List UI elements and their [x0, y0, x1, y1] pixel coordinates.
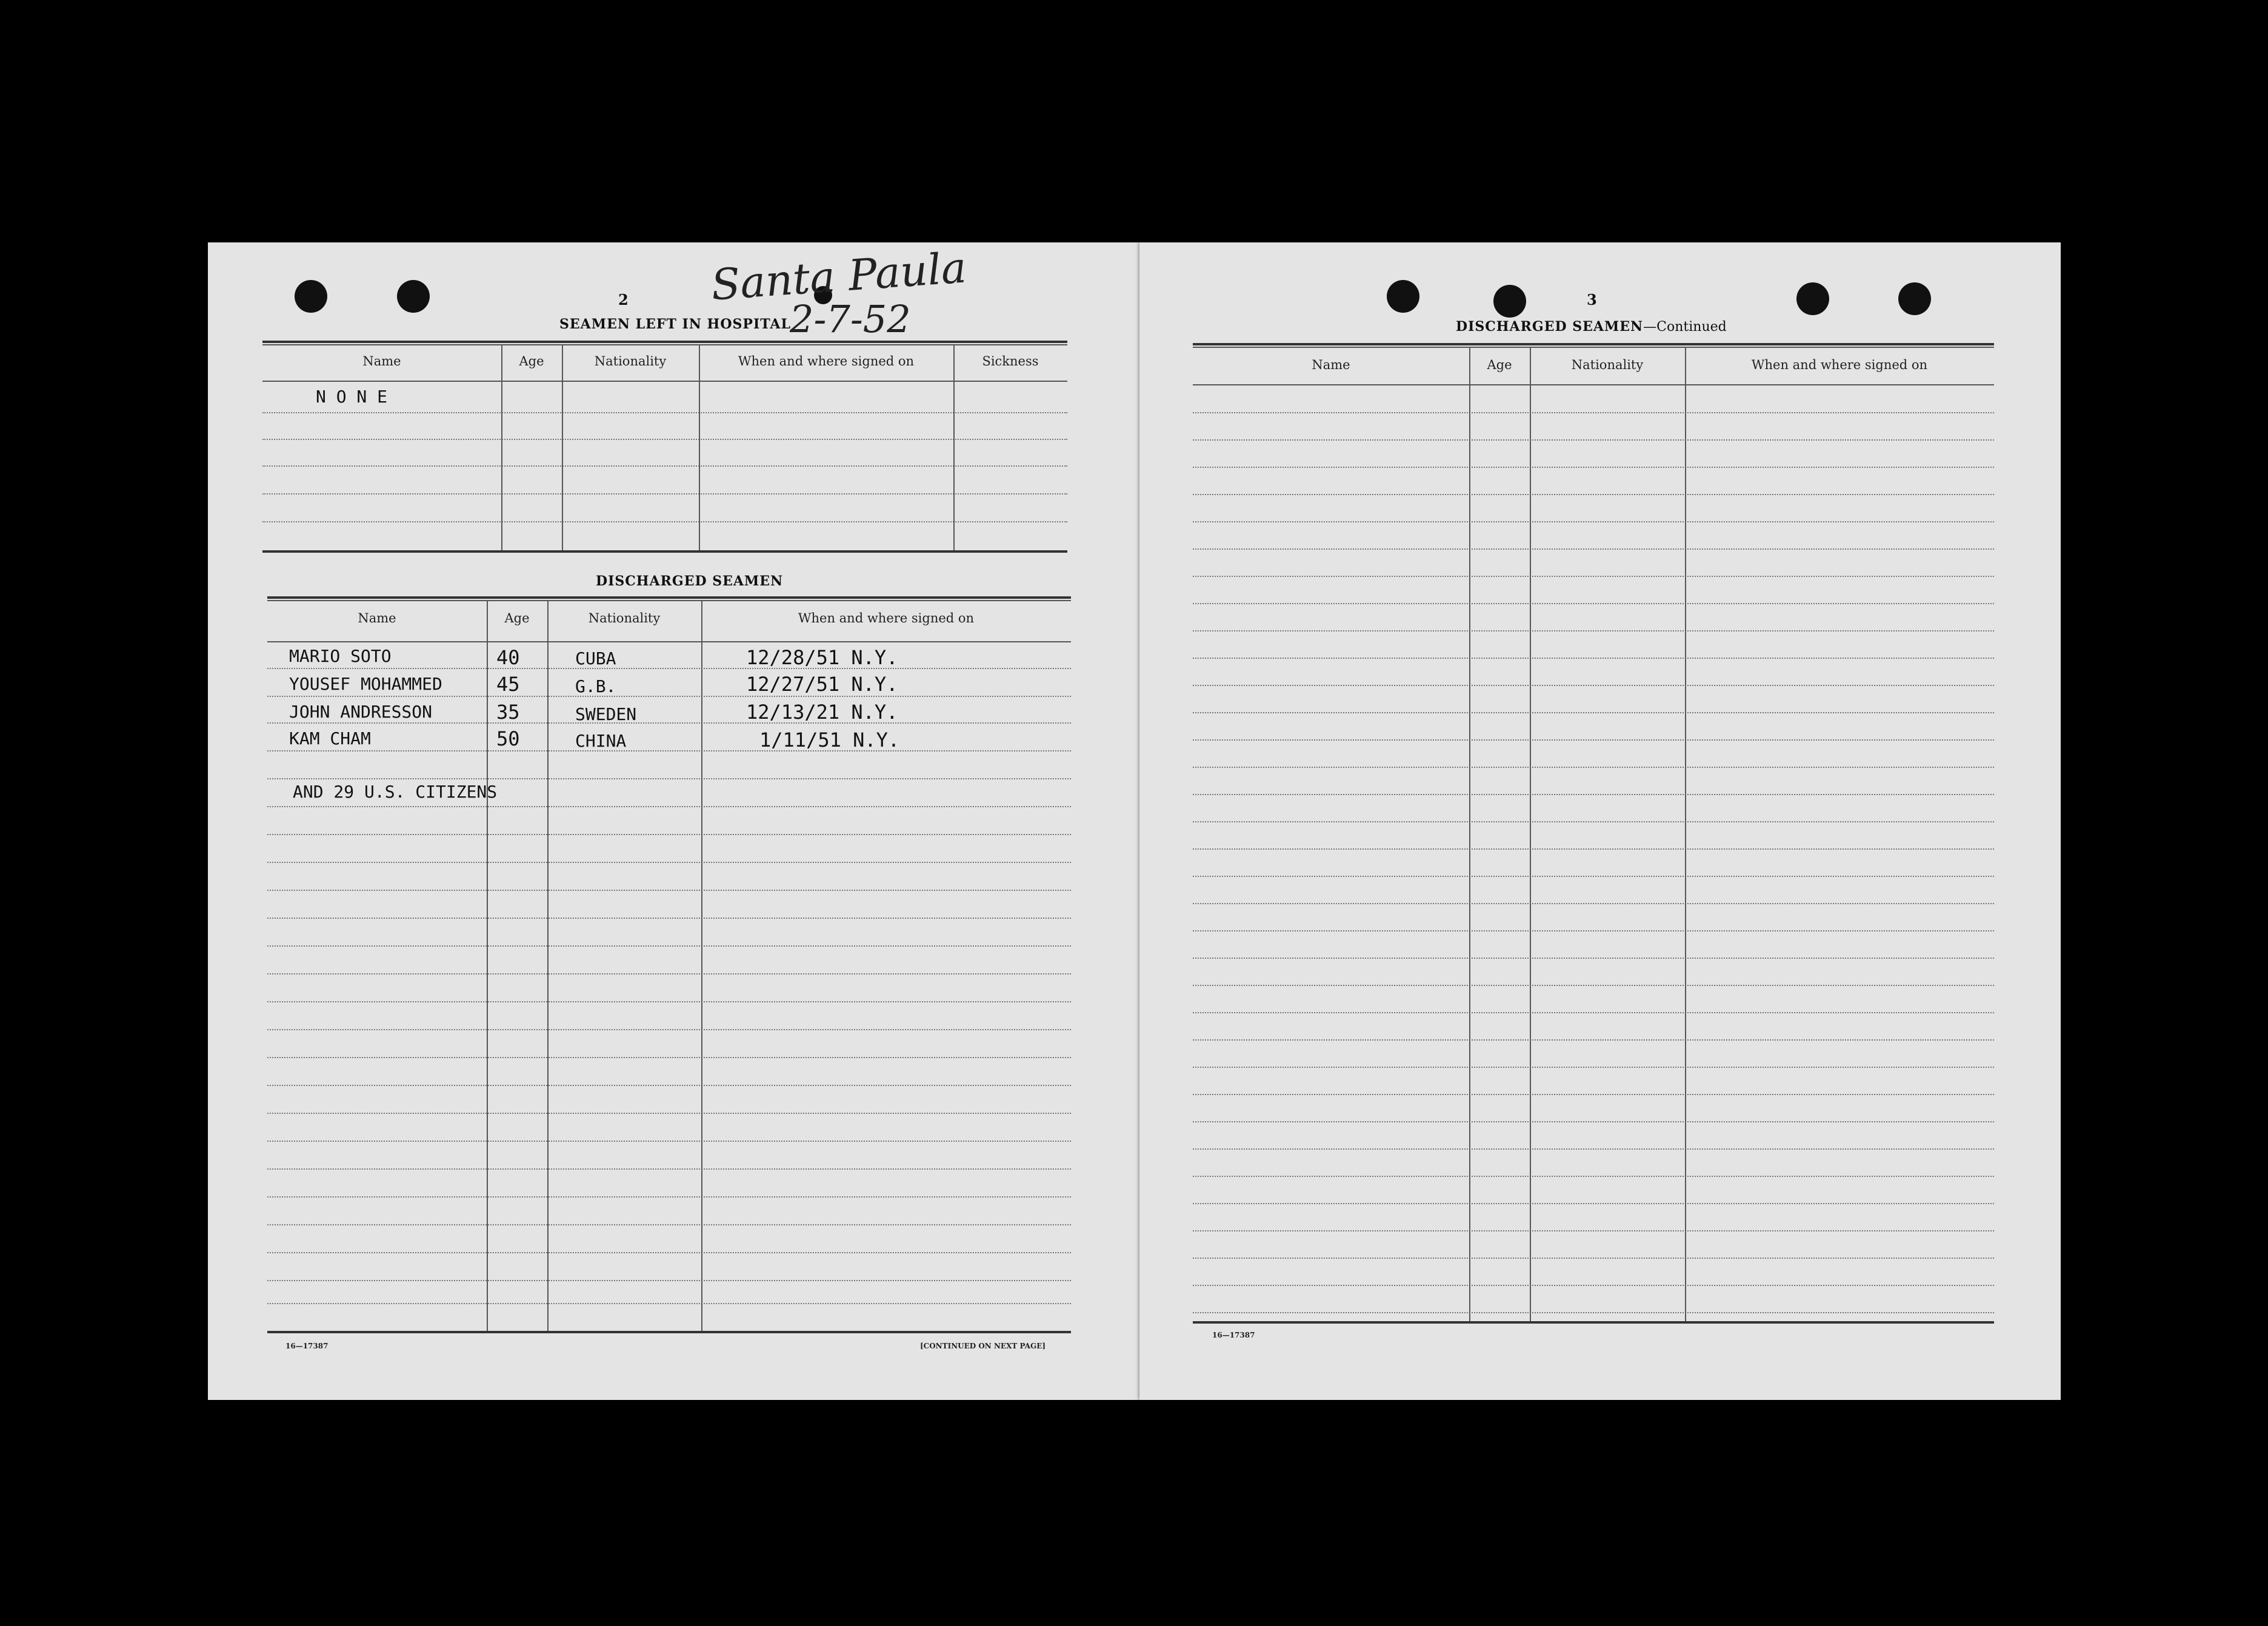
column-header-name: Name [358, 611, 396, 625]
seaman-nationality: CHINA [575, 731, 627, 751]
seaman-signed-on: 1/11/51 N.Y. [759, 728, 900, 751]
row-rule [1193, 1039, 1994, 1041]
row-rule [1193, 521, 1994, 522]
row-rule [1193, 712, 1994, 713]
column-header-sickness: Sickness [982, 354, 1039, 368]
seaman-name: YOUSEF MOHAMMED [289, 674, 442, 694]
column-header-signed-on: When and where signed on [738, 354, 915, 368]
row-rule [1193, 794, 1994, 795]
citizens-note: AND 29 U.S. CITIZENS [293, 782, 498, 802]
row-rule [1193, 1148, 1994, 1150]
row-rule [1193, 1121, 1994, 1122]
left-page [208, 242, 1144, 1400]
seaman-name: JOHN ANDRESSON [289, 702, 433, 722]
row-rule [1193, 467, 1994, 468]
discharged-continued-title [1456, 319, 1727, 335]
form-number: 16—17387 [1212, 1331, 1255, 1339]
page-number: 2 [618, 291, 629, 308]
punch-hole-icon [295, 280, 327, 313]
column-header-age: Age [519, 354, 544, 368]
seaman-nationality: CUBA [575, 648, 616, 668]
title-suffix: —Continued [1643, 319, 1727, 335]
row-rule [1193, 494, 1994, 495]
column-header-signed-on: When and where signed on [1751, 358, 1928, 372]
column-header-age: Age [504, 611, 530, 625]
discharged-table [267, 596, 1071, 1339]
seaman-age: 50 [496, 727, 520, 750]
row-rule [1193, 685, 1994, 686]
hospital-section-title: SEAMEN LEFT IN HOSPITAL [559, 316, 791, 332]
row-rule [1193, 821, 1994, 822]
row-rule [1193, 1067, 1994, 1068]
seaman-age: 35 [496, 701, 520, 724]
row-rule [1193, 848, 1994, 850]
form-number: 16—17387 [285, 1342, 329, 1350]
column-header-age: Age [1487, 358, 1512, 372]
title-main: DISCHARGED SEAMEN [1456, 319, 1644, 335]
column-header-signed-on: When and where signed on [798, 611, 975, 625]
row-rule [1193, 603, 1994, 604]
row-rule [1193, 1012, 1994, 1013]
continued-note: [CONTINUED ON NEXT PAGE] [920, 1342, 1046, 1350]
row-rule [1193, 1312, 1994, 1313]
seaman-signed-on: 12/28/51 N.Y. [746, 646, 898, 669]
row-rule [1193, 876, 1994, 877]
column-header-name: Name [1312, 358, 1350, 372]
punch-hole-icon [1796, 282, 1829, 315]
column-header-nationality: Nationality [588, 611, 661, 625]
row-rule [1193, 903, 1994, 904]
row-rule [1193, 958, 1994, 959]
row-rule [1193, 548, 1994, 550]
seaman-nationality: SWEDEN [575, 704, 637, 724]
row-rule [1193, 1203, 1994, 1204]
column-header-name: Name [362, 354, 401, 368]
discharged-section-title: DISCHARGED SEAMEN [596, 573, 784, 589]
seaman-age: 40 [496, 646, 520, 669]
right-page [1139, 242, 2061, 1400]
row-rule [1193, 658, 1994, 659]
punch-hole-icon [397, 280, 430, 313]
row-rule [1193, 630, 1994, 631]
seaman-age: 45 [496, 673, 520, 696]
seaman-name: KAM CHAM [289, 728, 371, 748]
column-header-nationality: Nationality [1571, 358, 1644, 372]
row-rule [1193, 985, 1994, 986]
row-rule [1193, 1230, 1994, 1231]
row-rule [1193, 576, 1994, 577]
seaman-signed-on: 12/27/51 N.Y. [746, 673, 898, 696]
row-rule [1193, 1285, 1994, 1286]
seaman-signed-on: 12/13/21 N.Y. [746, 701, 898, 724]
handwritten-date: 2-7-52 [790, 297, 911, 341]
row-rule [1193, 930, 1994, 931]
punch-hole-icon [1898, 282, 1931, 315]
row-rule [1193, 1176, 1994, 1177]
discharged-continued-table [1193, 343, 1994, 1325]
row-rule [1193, 1094, 1994, 1095]
handwritten-vessel-name: Santa Paula [709, 242, 969, 310]
row-rule [1193, 439, 1994, 441]
seaman-nationality: G.B. [575, 676, 616, 696]
column-header-nationality: Nationality [594, 354, 667, 368]
row-rule [1193, 1258, 1994, 1259]
punch-hole-icon [1493, 285, 1526, 318]
row-rule [1193, 739, 1994, 741]
hospital-table [262, 341, 1067, 554]
punch-hole-icon [1387, 280, 1419, 313]
row-rule [1193, 767, 1994, 768]
hospital-none-entry: N O N E [316, 387, 388, 407]
page-number: 3 [1587, 291, 1597, 308]
seaman-name: MARIO SOTO [289, 646, 392, 666]
row-rule [1193, 412, 1994, 413]
